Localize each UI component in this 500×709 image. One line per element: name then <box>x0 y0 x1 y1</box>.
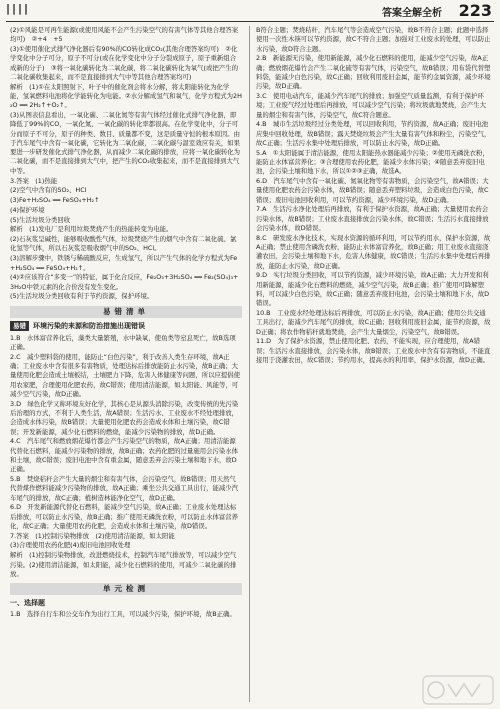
answer-block <box>256 26 492 308</box>
answer-paragraph: 4.C 汽车尾气和燃放烟花爆竹都会产生污染空气的物质，故A正确；用清洁能源代替化石燃料，能减少污染物的排放，故B正确；农药化肥的过量施用会污染水体和土壤，故C错误；废旧电池中含有重金属，随意丢弃会污染土壤和地下水，故D正确。 <box>10 437 239 474</box>
answer-paragraph: 3.C 使用电动汽车，能减少汽车尾气的排放；加强空气质量监测，有利于保护环境；工业废气经过处理后再排放，可以减少空气污染；将垃圾就地焚烧，会产生大量的烟尘和有害气体，污染空气，故C符合题意。 <box>256 91 487 119</box>
answer-block <box>10 610 242 619</box>
watermark-logo-icon <box>422 675 494 705</box>
answer-block <box>256 309 492 365</box>
header-rule <box>6 21 494 22</box>
mistake-title: 环境污染的来源和防治措施出现错误 <box>33 321 145 330</box>
answer-block <box>10 26 242 176</box>
subsection-title: 一、选择题 <box>10 599 45 608</box>
answer-paragraph: 2.C 减少塑料袋的使用，能防止“白色污染”，利于改善人类生存环境，故A正确；工业废水中含有很多有害物质，处理达标后排放能防止水污染，故B正确；大量使用化肥会造成土壤板结，土壤肥力下降，危害人体健康等问题，所以应提倡使用农家肥，合理使用化肥农药，故C错误；使用清洁能源，如太阳能、风能等，可减少空气污染，故D正确。 <box>10 352 241 398</box>
answer-paragraph: 4.B 城市生活垃圾经过分类处理，可以回收利用，节约资源，故A正确；废旧电池应集中回收处理，故B错误；露天焚烧垃圾会产生大量有害气体和粉尘，污染空气，故C正确；生活污水集中处理后排放，可以防止水污染，故D正确。 <box>256 120 491 147</box>
right-column <box>256 26 492 366</box>
answer-paragraph: 3.答案 (1)热能 <box>10 176 58 185</box>
answer-paragraph: 6.D 汽车尾气中含有一氧化碳、氮氧化物等有害物质，会污染空气，故A错误；大量使用化肥农药会污染水体，故B错误；随意丢弃塑料垃圾，会造成白色污染，故C错误；废旧电池回收利用，可以节约资源，减少环境污染，故D正确。 <box>256 177 489 204</box>
answer-paragraph: 解析 (1)控制污染物排放，改进燃烧技术，控制汽车尾气排放等，可以减少空气污染。(2)使用清洁能源，如太阳能，减少化石燃料的使用，可减少二氧化碳的排放。 <box>10 551 237 578</box>
answer-paragraph: (3)溶解步骤中，铁锈与稀硫酸反应，生成氢气，所以产生气体的化学方程式为Fe+H₂SO₄ ══ FeSO₄+H₂↑。 <box>10 254 238 272</box>
answer-paragraph: (4)保护环境 <box>10 205 45 214</box>
answer-paragraph: 7.A 生活污水净化处理后再排放，有利于保护水资源，故A正确；大量使用农药会污染水体，故B错误；工业废水直接排放会污染水体，故C错误；生活污水直接排放会污染水体，故D错误。 <box>256 205 489 232</box>
answer-block <box>10 177 242 302</box>
answer-paragraph: 7.答案 (1)控制污染物排放 (2)使用清洁能源，如太阳能 <box>10 531 175 540</box>
answer-paragraph: 1.B 水体富营养化后，藻类大量繁殖，水中缺氧，使鱼类等窒息死亡，故B选项正确。 <box>10 333 236 352</box>
answer-paragraph: (3)从图表信息看出，一氧化碳、二氧化氮等有害气体经过催化式排气净化器，即降低了99%的CO，一氧化氮、一氧化碳的转化率都很高。在化学变化中，分子可分而原子不可分，原子的种类、数目、质量都不变，这是质量守恒的根本原因。由于汽车尾气中含有一氧化碳，它转化为二氧化碳，二氧化碳与温室效应有关，如果要进一步研发催化式排气净化器，从而减少二氧化碳的排放，应将一氧化碳转化为二氧化碳，而不是直接排到大气中，把产生的CO₂收集起来，而不是直接排到大气中等。 <box>10 111 241 175</box>
section-banner-unit-test: 单元检测 <box>10 583 242 595</box>
answer-paragraph: (3)Fe+H₂SO₄ ══ FeSO₄+H₂↑ <box>10 196 100 205</box>
header-mark: |||| <box>6 2 31 15</box>
answer-paragraph: 解析 (1)发电厂是利用垃圾焚烧产生的热能转变为电能。 <box>10 225 173 234</box>
answer-paragraph: 5.B 焚烧秸秆会产生大量的烟尘和有害气体，会污染空气，故B错误；用天然气代替煤作燃料能减少污染物的排放，故A正确；乘坐公共交通工具出行，能减少汽车尾气的排放，故C正确；植树造林能净化空气，故D正确。 <box>10 475 239 502</box>
page-number: 223 <box>458 1 492 20</box>
answer-paragraph: (2)石灰浆呈碱性，能够吸收酸性气体，垃圾焚烧产生的烟气中含有二氧化硫、氯化氢等气体，所以石灰浆是吸收烟气中的SO₂、HCl。 <box>10 235 237 253</box>
answer-paragraph: 6.D 开发新能源代替化石燃料，能减少空气污染，故A正确；工业废水处理达标后排放，可以防止水污染，故B正确；推广使用无磷洗衣粉，可以防止水体富营养化，故C正确；大量使用农药化肥，会造成水体和土壤污染，故D错误。 <box>10 503 239 530</box>
section-banner-mistakes: 易错清单 <box>10 306 242 318</box>
answer-paragraph: 1.B 选择自行车和公交车作为出行工具，可以减少污染，保护环境，故B正确。 <box>10 610 236 619</box>
answer-paragraph: 3.D 绿色化学又称环境友好化学，其核心是从源头消除污染，改变传统的先污染后治理的方式，不利于人类生活，故A错误；生活污水、工业废水不经处理排放，会造成水体污染，故B错误；大量使用化肥农药会造成水体和土壤污染，故C错误；开发新能源，减少化石燃料的燃烧，能减少污染物的排放，故D正确。 <box>10 399 239 436</box>
answer-paragraph: (2)①风能是可再生能源(或使用风能不会产生污染空气的有害气体等其他合理答案均可) ②+4 +5 <box>10 26 239 44</box>
mistake-tag: 易错 <box>10 321 29 331</box>
answer-paragraph: (4)②应该符合“多变一”的特征，属于化合反应，Fe₂O₃+3H₂SO₄ ══ Fe₂(SO₄)₃+3H₂O中铁元素的化合价没有发生变化。 <box>10 273 239 291</box>
header-title: 答案全解全析 <box>382 8 442 19</box>
answer-paragraph: 11.D 为了保护水资源，禁止使用化肥、农药，不能实现，应合理使用，故A错误；生活污水直接排放，会污染水体，故B错误；工业废水中含有有害物质，不能直接用于浇灌农田，故C错误；节约用水，提高水的利用率，保护水资源，故D正确。 <box>256 337 491 364</box>
answer-paragraph: (5)生活垃圾分类回收 <box>10 215 71 224</box>
answer-paragraph: B符合主题；焚烧秸秆，汽车尾气等会造成空气污染，故B不符合主题；此题中选择使用一次性木筷可以节约资源，故C不符合主题；加强对工业废水的处理，可以防止水污染，故D符合主题。 <box>256 26 491 53</box>
answer-block <box>10 334 242 531</box>
left-column <box>10 26 242 620</box>
answer-paragraph: (2)空气中含有的SO₂、HCl <box>10 186 87 195</box>
answer-paragraph: 2.B 新能源无污染，使用新能源，减少化石燃料的使用，能减少空气污染，故A正确；燃放烟花爆竹会产生二氧化硫等有害气体，污染空气，故B错误；用布袋代替塑料袋，能减少白色污染，故C正确；回收利用废旧金属，能节约金属资源，减少环境污染，故D正确。 <box>256 54 491 91</box>
answer-paragraph: 5.A ①太阳能属于清洁能源，使用太阳能热水器能减少污染；②使用无磷洗衣粉，能防止水体富营养化；③合理使用农药化肥，能减少水体污染；④随意丢弃废旧电池，会污染土壤和地下水，所以①②③正确，故选A。 <box>256 148 489 176</box>
answer-paragraph: 8.C 研发废水净化技术，实现水资源的循环利用，可以节约用水，保护水资源，故A正确；禁止使用含磷洗衣粉，能防止水体富营养化，故B正确；用工业废水直接浇灌农田，会污染土壤和地下水，危害人体健康，故C错误；生活污水集中处理后再排放，能防止水污染，故D正确。 <box>256 233 491 270</box>
answer-paragraph: 10.B 工业废水经处理达标后再排放，可以防止水污染，故A正确；使用公共交通工具出行，能减少汽车尾气的排放，故C正确；回收利用废旧金属，能节约资源，故D正确；将农作物秸秆就地焚烧，会产生大量烟尘，污染空气，故B错误。 <box>256 308 491 336</box>
column-divider <box>249 26 250 702</box>
answer-paragraph: (3)合理使用农药化肥(4)废旧电池回收处理 <box>10 541 131 550</box>
page-header <box>0 0 500 22</box>
answer-paragraph: (3)①使用催化式排气净化器后有90%的CO转化成CO₂(其他合理答案均可) ②化学变化中分子可分，原子不可分(或在化学变化中分子分裂成原子，原子重新组合成新的分子) ③将一氧化碳转化为二氧化碳，将二氧化碳转化为氧气(或把产生的二氧化碳收集起来，而不是直接排到大气中等其他合理答案均可) <box>10 45 238 81</box>
answer-block <box>10 532 242 579</box>
mistake-heading <box>10 321 242 331</box>
answer-paragraph: 解析 (1)①在太阳照射下，叶子中的催化剂会将水分解，将太阳能转化为化学能，氢氧燃料电池将化学能转化为电能。②水分解成氢气和氧气，化学方程式为2H₂O ══ 2H₂↑+O₂↑。 <box>10 82 242 110</box>
answer-paragraph: (5)生活垃圾分类回收有利于节约资源，保护环境。 <box>10 292 154 301</box>
answer-paragraph: 9.D 实行垃圾分类回收，可以节约资源，减少环境污染，故A正确；大力开发和利用新能源，能减少化石燃料的燃烧，减少空气污染，故B正确；推广使用可降解塑料，可以减少白色污染，故C正确；随意丢弃废旧电池，会污染土壤和地下水，故D错误。 <box>256 271 490 308</box>
